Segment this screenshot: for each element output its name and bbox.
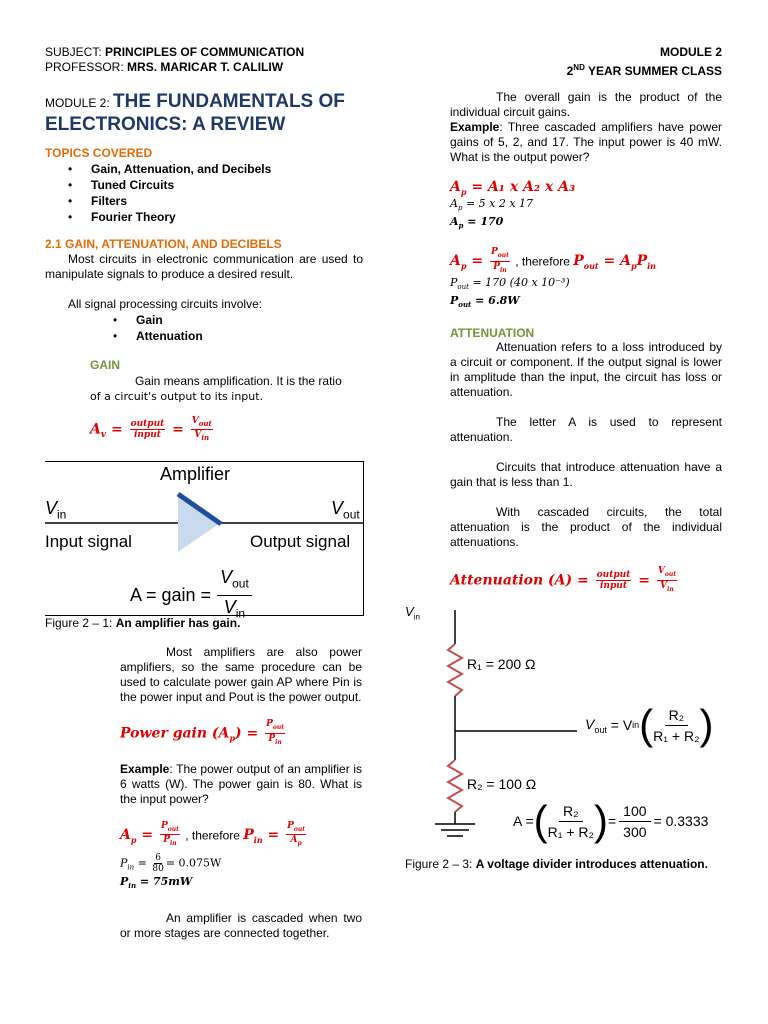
page-title: MODULE 2: THE FUNDAMENTALS OF ELECTRONICS: A REVIEW: [45, 91, 345, 135]
vout-formula: $V_{out}$ = V in ( R₂ R₁ + R₂ ): [585, 701, 714, 748]
left-column: [45, 90, 363, 443]
professor-label: PROFESSOR:: [45, 60, 124, 74]
list-item: • Fourier Theory: [45, 209, 363, 225]
pin-equation: $A_p$ = $\frac{P_{out}}{P_{in}}$ , therefore $P_{in}$ = $\frac{P_{out}}{A_p}$: [120, 820, 306, 848]
right-column: [450, 90, 722, 595]
a-formula: A = ( R₂ R₁ + R₂ ) = $\frac{100}{300}$ = 0.3333: [513, 797, 709, 844]
vout-label: $V_{out}$: [331, 498, 360, 522]
subject: PRINCIPLES OF COMMUNICATION: [105, 45, 305, 59]
list-item: • Gain: [90, 312, 363, 328]
power-gain-equation: Power gain $(A_p)$ = $\frac{P_{out}}{P_{in}}$: [120, 719, 285, 746]
list-item: • Attenuation: [90, 328, 363, 344]
amplifier-figure: [45, 461, 364, 621]
gain-equation: $A_v$ = $\frac{\text{output}}{\text{input}}$ = $\frac{V_{out}}{V_{in}}$: [90, 416, 212, 442]
list-item: • Gain, Attenuation, and Decibels: [45, 161, 363, 177]
header-right: [567, 45, 722, 79]
figure1-caption: Figure 2 – 1: An amplifier has gain.: [45, 616, 241, 630]
module-label: MODULE 2: [659, 45, 722, 59]
figure3-caption: Figure 2 – 3: A voltage divider introduces attenuation.: [405, 857, 708, 871]
topics-list: [45, 161, 363, 225]
gain-formula: A = gain = $V_{out}$ $V_{in}$: [130, 566, 252, 624]
class-label: 2ND YEAR SUMMER CLASS: [566, 63, 722, 78]
attenuation-equation: Attenuation (A) = $\frac{\text{output}}{\text{input}}$ = $\frac{V_{out}}{V_{in}}$: [450, 566, 676, 593]
vin-label: $V_{in}$: [405, 604, 420, 622]
output-signal-label: Output signal: [250, 532, 351, 551]
intro-text: Most circuits in electronic communication are used to manipulate signals to produce a desired result.: [45, 252, 363, 281]
list-item: • Filters: [45, 193, 363, 209]
overall-text: The overall gain is the product of the individual circuit gains.: [450, 90, 722, 119]
gain-text: Gain means amplification. It is the ratio: [135, 374, 342, 388]
cascade-calc: $A_p = 5$ x 2 x 17: [450, 196, 534, 212]
topics-heading: TOPICS COVERED: [45, 146, 153, 160]
pout-calc: $P_{out} = 170$ (40 x 10⁻³): [450, 275, 570, 291]
attenuation-p1: Attenuation refers to a loss introduced by a circuit or component. If the output signal is lower in amplitude than the input, the circuit has loss or attenuation.: [450, 340, 722, 400]
professor: MRS. MARICAR T. CALILIW: [127, 60, 284, 74]
attenuation-heading: ATTENUATION: [450, 326, 535, 341]
power-text: Most amplifiers are also power amplifiers, so the same procedure can be used to calculate power gain AP where Pin is the power input and Pout is the power output.: [120, 645, 362, 704]
cascade-result: $A_p = 170$: [450, 214, 504, 231]
input-signal-label: Input signal: [45, 532, 132, 551]
attenuation-p3: Circuits that introduce attenuation have a gain that is less than 1.: [450, 460, 722, 490]
pout-equation: $A_p$ = $\frac{P_{out}}{P_{in}}$ , therefore $P_{out} = A_pP_{in}$: [450, 247, 656, 274]
voltage-divider-figure: [405, 604, 725, 852]
left-lower: [120, 645, 362, 941]
figure-title: Amplifier: [160, 464, 231, 484]
pin-result: $P_{in} = 75mW$: [120, 874, 193, 891]
right-example: Example: Three cascaded amplifiers have power gains of 5, 2, and 17. The input power is 40 mW. What is the output power?: [450, 120, 722, 164]
r2-label: R₂ = 100 Ω: [467, 776, 537, 792]
cascade-text: An amplifier is cascaded when two or more stages are connected together.: [120, 911, 362, 941]
gain-text-2: of a circuit's output to its input.: [90, 390, 264, 403]
section-heading: 2.1 GAIN, ATTENUATION, AND DECIBELS: [45, 237, 282, 251]
gain-heading: GAIN: [90, 358, 120, 372]
subject-label: SUBJECT:: [45, 45, 102, 59]
list-item: • Tuned Circuits: [45, 177, 363, 193]
involve-list: [45, 312, 363, 344]
vin-label: $V_{in}$: [45, 498, 67, 522]
attenuation-p2: The letter A is used to represent attenuation.: [450, 415, 722, 445]
r1-label: R₁ = 200 Ω: [467, 656, 536, 672]
header-left: [45, 45, 304, 75]
pin-calc: $P_{in}$ = $\frac{6}{80}$ = 0.075W: [120, 853, 222, 875]
involve-text: All signal processing circuits involve:: [68, 297, 263, 311]
pout-result: $P_{out} = 6.8W$: [450, 293, 520, 310]
attenuation-p4: With cascaded circuits, the total attenuation is the product of the individual attenuations.: [450, 505, 722, 550]
cascade-equation: $A_p = A_1$ x A₂ x A₃: [450, 179, 576, 197]
example-text: Example: The power output of an amplifier is 6 watts (W). The power gain is 80. What is the input power?: [120, 761, 362, 806]
